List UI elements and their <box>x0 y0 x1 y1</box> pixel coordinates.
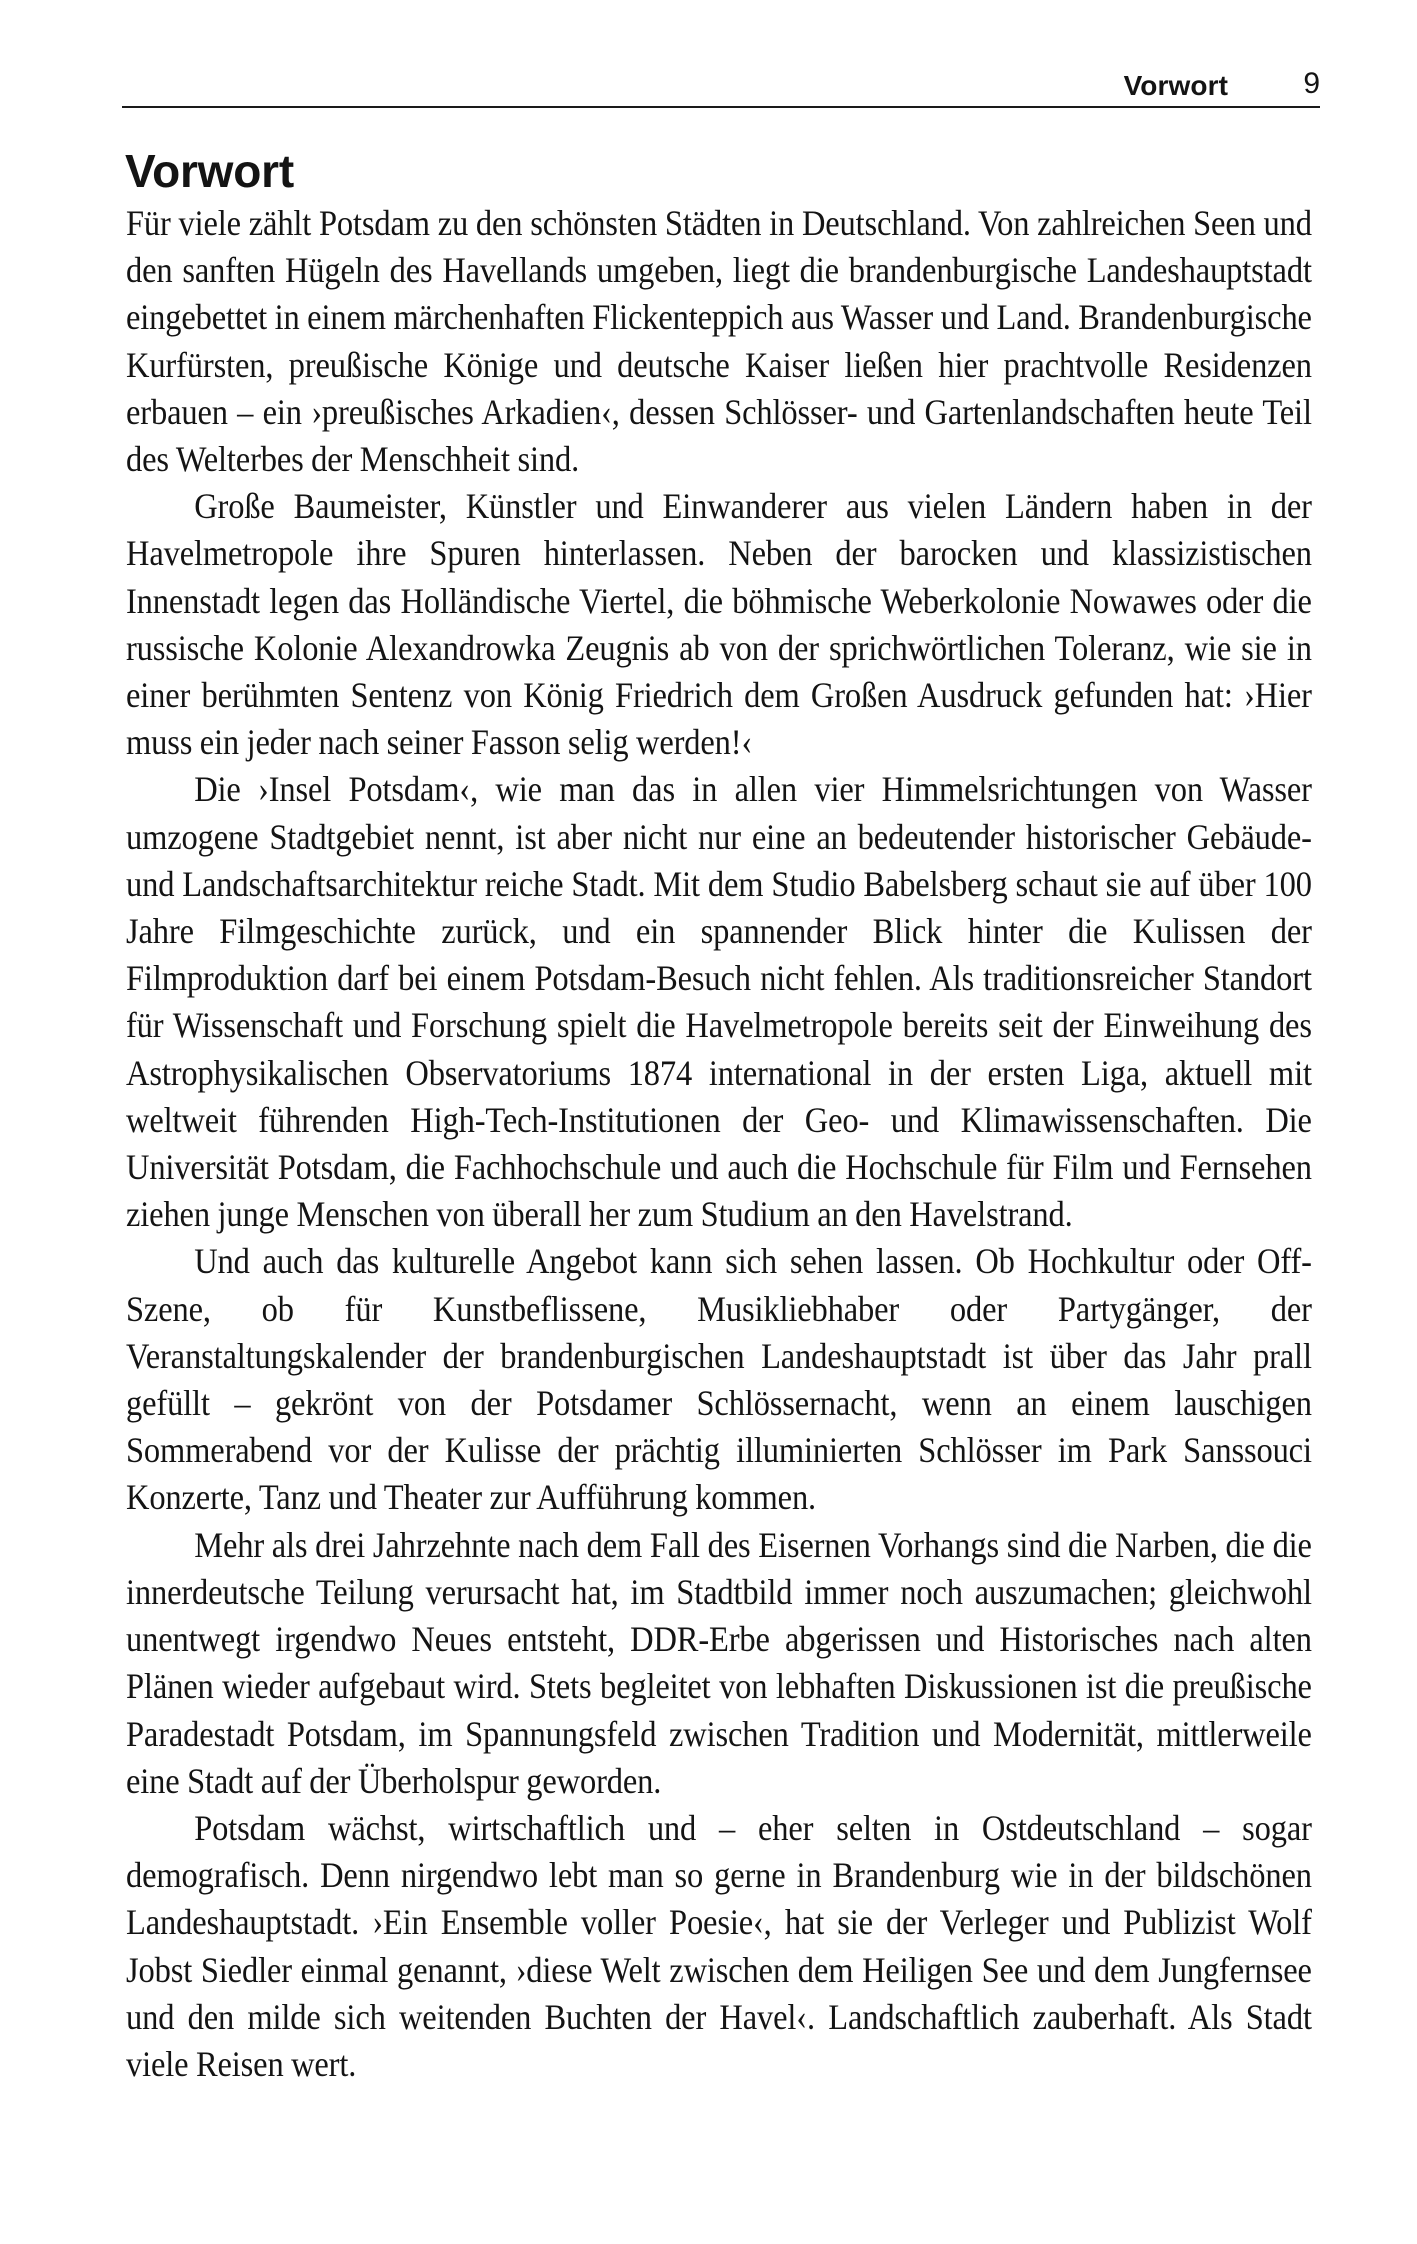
body-text <box>126 200 1312 2088</box>
page-title: Vorwort <box>125 144 294 197</box>
paragraph: Und auch das kulturelle Angebot kann sich sehen lassen. Ob Hochkultur oder Off-Szene, ob für Kunstbeflissene, Musikliebhaber oder Partygänger, der Veranstaltungskalender der brandenburgischen Landeshauptstadt ist über das Jahr prall gefüllt – gekrönt von der Potsdamer Schlössernacht, wenn an einem lauschigen Sommerabend vor der Kulisse der prächtig illuminierten Schlösser im Park Sanssouci Konzerte, Tanz und Theater zur Aufführung kommen. <box>126 1241 1312 1518</box>
page-number: 9 <box>1303 67 1320 100</box>
running-header-title: Vorwort <box>1123 70 1228 101</box>
paragraph: Die ›Insel Potsdam‹, wie man das in allen vier Himmelsrichtungen von Wasser umzogene Stadtgebiet nennt, ist aber nicht nur eine an bedeutender historischer Gebäude- und Landschaftsarchitektur reiche Stadt. Mit dem Studio Babelsberg schaut sie auf über 100 Jahre Filmgeschichte zurück, und ein spannender Blick hinter die Kulissen der Filmproduktion darf bei einem Potsdam-Besuch nicht fehlen. Als traditionsreicher Standort für Wissenschaft und Forschung spielt die Havelmetropole bereits seit der Einweihung des Astrophysikalischen Observatoriums 1874 international in der ersten Liga, aktuell mit weltweit führenden High-Tech-Institutionen der Geo- und Klimawissenschaften. Die Universität Potsdam, die Fachhochschule und auch die Hochschule für Film und Fernsehen ziehen junge Menschen von überall her zum Studium an den Havelstrand. <box>126 769 1312 1235</box>
paragraph: Potsdam wächst, wirtschaftlich und – eher selten in Ostdeutschland – sogar demografisch. Denn nirgendwo lebt man so gerne in Brandenburg wie in der bildschönen Landeshauptstadt. ›Ein Ensemble voller Poesie‹, hat sie der Verleger und Publizist Wolf Jobst Siedler einmal genannt, ›diese Welt zwischen dem Heiligen See und dem Jungfernsee und den milde sich weitenden Buchten der Havel‹. Landschaftlich zauberhaft. Als Stadt viele Reisen wert. <box>126 1807 1312 2084</box>
paragraph: Große Baumeister, Künstler und Einwanderer aus vielen Ländern haben in der Havelmetropole ihre Spuren hinterlassen. Neben der barocken und klassizistischen Innenstadt legen das Holländische Viertel, die böhmische Weberkolonie Nowawes oder die russische Kolonie Alexandrowka Zeugnis ab von der sprichwörtlichen Toleranz, wie sie in einer berühmten Sentenz von König Friedrich dem Großen Ausdruck gefunden hat: ›Hier muss ein jeder nach seiner Fasson selig werden!‹ <box>126 486 1312 763</box>
running-header <box>122 54 1320 100</box>
header-rule <box>122 106 1320 108</box>
paragraph: Mehr als drei Jahrzehnte nach dem Fall des Eisernen Vorhangs sind die Narben, die die innerdeutsche Teilung verursacht hat, im Stadtbild immer noch auszumachen; gleichwohl unentwegt irgendwo Neues entsteht, DDR-Erbe abgerissen und Historisches nach alten Plänen wieder aufgebaut wird. Stets begleitet von lebhaften Diskussionen ist die preußische Paradestadt Potsdam, im Spannungsfeld zwischen Tradition und Modernität, mittlerweile eine Stadt auf der Überholspur geworden. <box>126 1524 1312 1801</box>
paragraph: Für viele zählt Potsdam zu den schönsten Städten in Deutschland. Von zahlreichen Seen und den sanften Hügeln des Havellands umgeben, liegt die brandenburgische Landeshauptstadt eingebettet in einem märchenhaften Flickenteppich aus Wasser und Land. Brandenburgische Kurfürsten, preußische Könige und deutsche Kaiser ließen hier prachtvolle Residenzen erbauen – ein ›preußisches Arkadien‹, dessen Schlösser- und Gartenlandschaften heute Teil des Welterbes der Menschheit sind. <box>126 203 1312 480</box>
